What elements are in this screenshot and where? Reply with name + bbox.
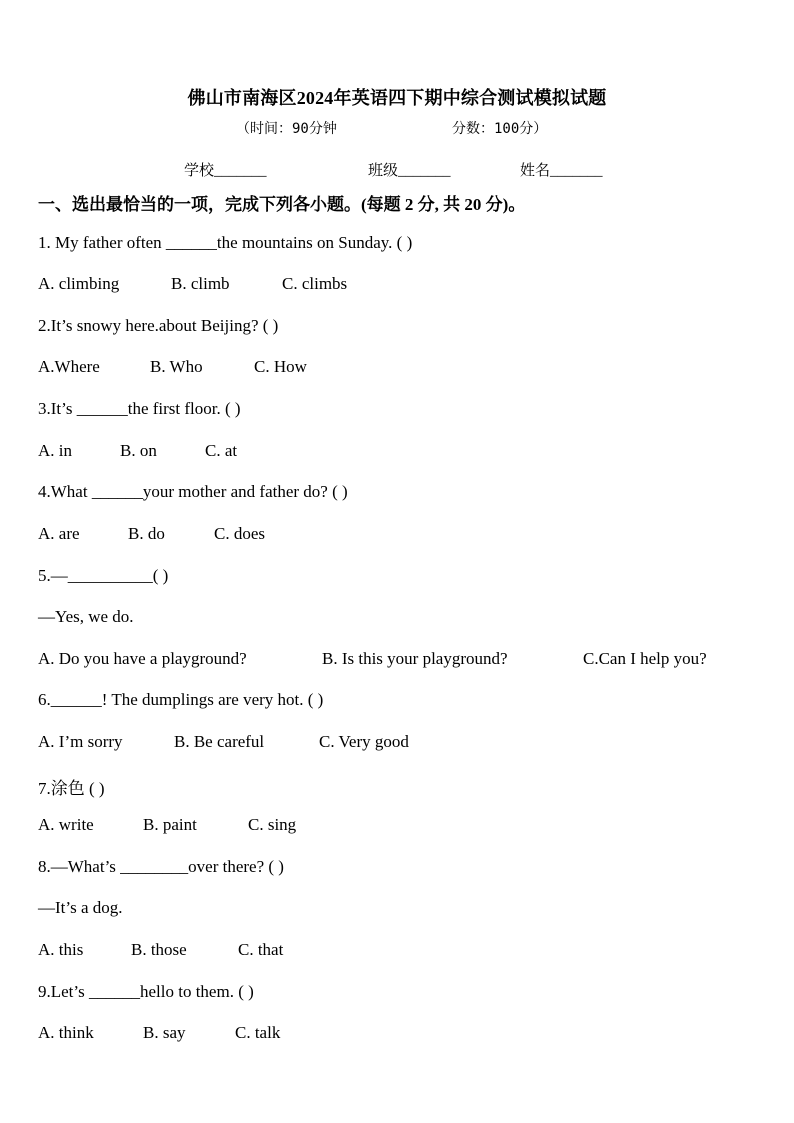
question-stem: 6.______! The dumplings are very hot. ( ) — [38, 690, 324, 709]
option-b: B. Who — [150, 357, 203, 376]
option-b: B. on — [120, 441, 157, 460]
option-a: A. are — [38, 524, 80, 543]
name-field: 姓名_______ — [520, 163, 603, 179]
question-response: —Yes, we do. — [38, 607, 134, 626]
exam-score: 分数：100分） — [452, 121, 548, 137]
option-c: C. talk — [235, 1023, 281, 1042]
option-c: C. How — [254, 357, 307, 376]
option-b: B. climb — [171, 274, 230, 293]
question-response: —It’s a dog. — [38, 898, 123, 917]
question-stem: 4.What ______your mother and father do? ( ) — [38, 482, 348, 501]
option-c: C. sing — [248, 815, 297, 834]
question-stem: 8.—What’s ________over there? ( ) — [38, 857, 284, 876]
option-a: A. write — [38, 815, 94, 834]
page-title: 佛山市南海区2024年英语四下期中综合测试模拟试题 — [187, 88, 607, 108]
question-stem: 7.涂色 ( ) — [38, 779, 105, 798]
option-c: C. at — [205, 441, 238, 460]
option-a: A. in — [38, 441, 72, 460]
question-stem: 5.—__________( ) — [38, 566, 169, 585]
option-c: C.Can I help you? — [583, 649, 707, 668]
option-c: C. does — [214, 524, 265, 543]
option-b: B. say — [143, 1023, 186, 1042]
question-stem: 2.It’s snowy here.about Beijing? ( ) — [38, 316, 279, 335]
option-a: A. Do you have a playground? — [38, 649, 247, 668]
school-field: 学校_______ — [184, 163, 267, 179]
option-b: B. those — [131, 940, 187, 959]
option-c: C. that — [238, 940, 284, 959]
option-b: B. Is this your playground? — [322, 649, 508, 668]
option-c: C. Very good — [319, 732, 409, 751]
option-b: B. do — [128, 524, 165, 543]
class-field: 班级_______ — [368, 163, 451, 179]
option-a: A. climbing — [38, 274, 120, 293]
option-a: A. I’m sorry — [38, 732, 123, 751]
option-c: C. climbs — [282, 274, 348, 293]
option-a: A.Where — [38, 357, 100, 376]
option-b: B. Be careful — [174, 732, 265, 751]
question-stem: 1. My father often ______the mountains on Sunday. ( ) — [38, 233, 413, 252]
exam-time: （时间：90分钟 — [236, 121, 337, 137]
option-a: A. think — [38, 1023, 94, 1042]
option-b: B. paint — [143, 815, 197, 834]
option-a: A. this — [38, 940, 84, 959]
section-title: 一、选出最恰当的一项，完成下列各小题。(每题 2 分, 共 20 分)。 — [38, 195, 526, 214]
question-stem: 9.Let’s ______hello to them. ( ) — [38, 982, 254, 1001]
question-stem: 3.It’s ______the first floor. ( ) — [38, 399, 241, 418]
